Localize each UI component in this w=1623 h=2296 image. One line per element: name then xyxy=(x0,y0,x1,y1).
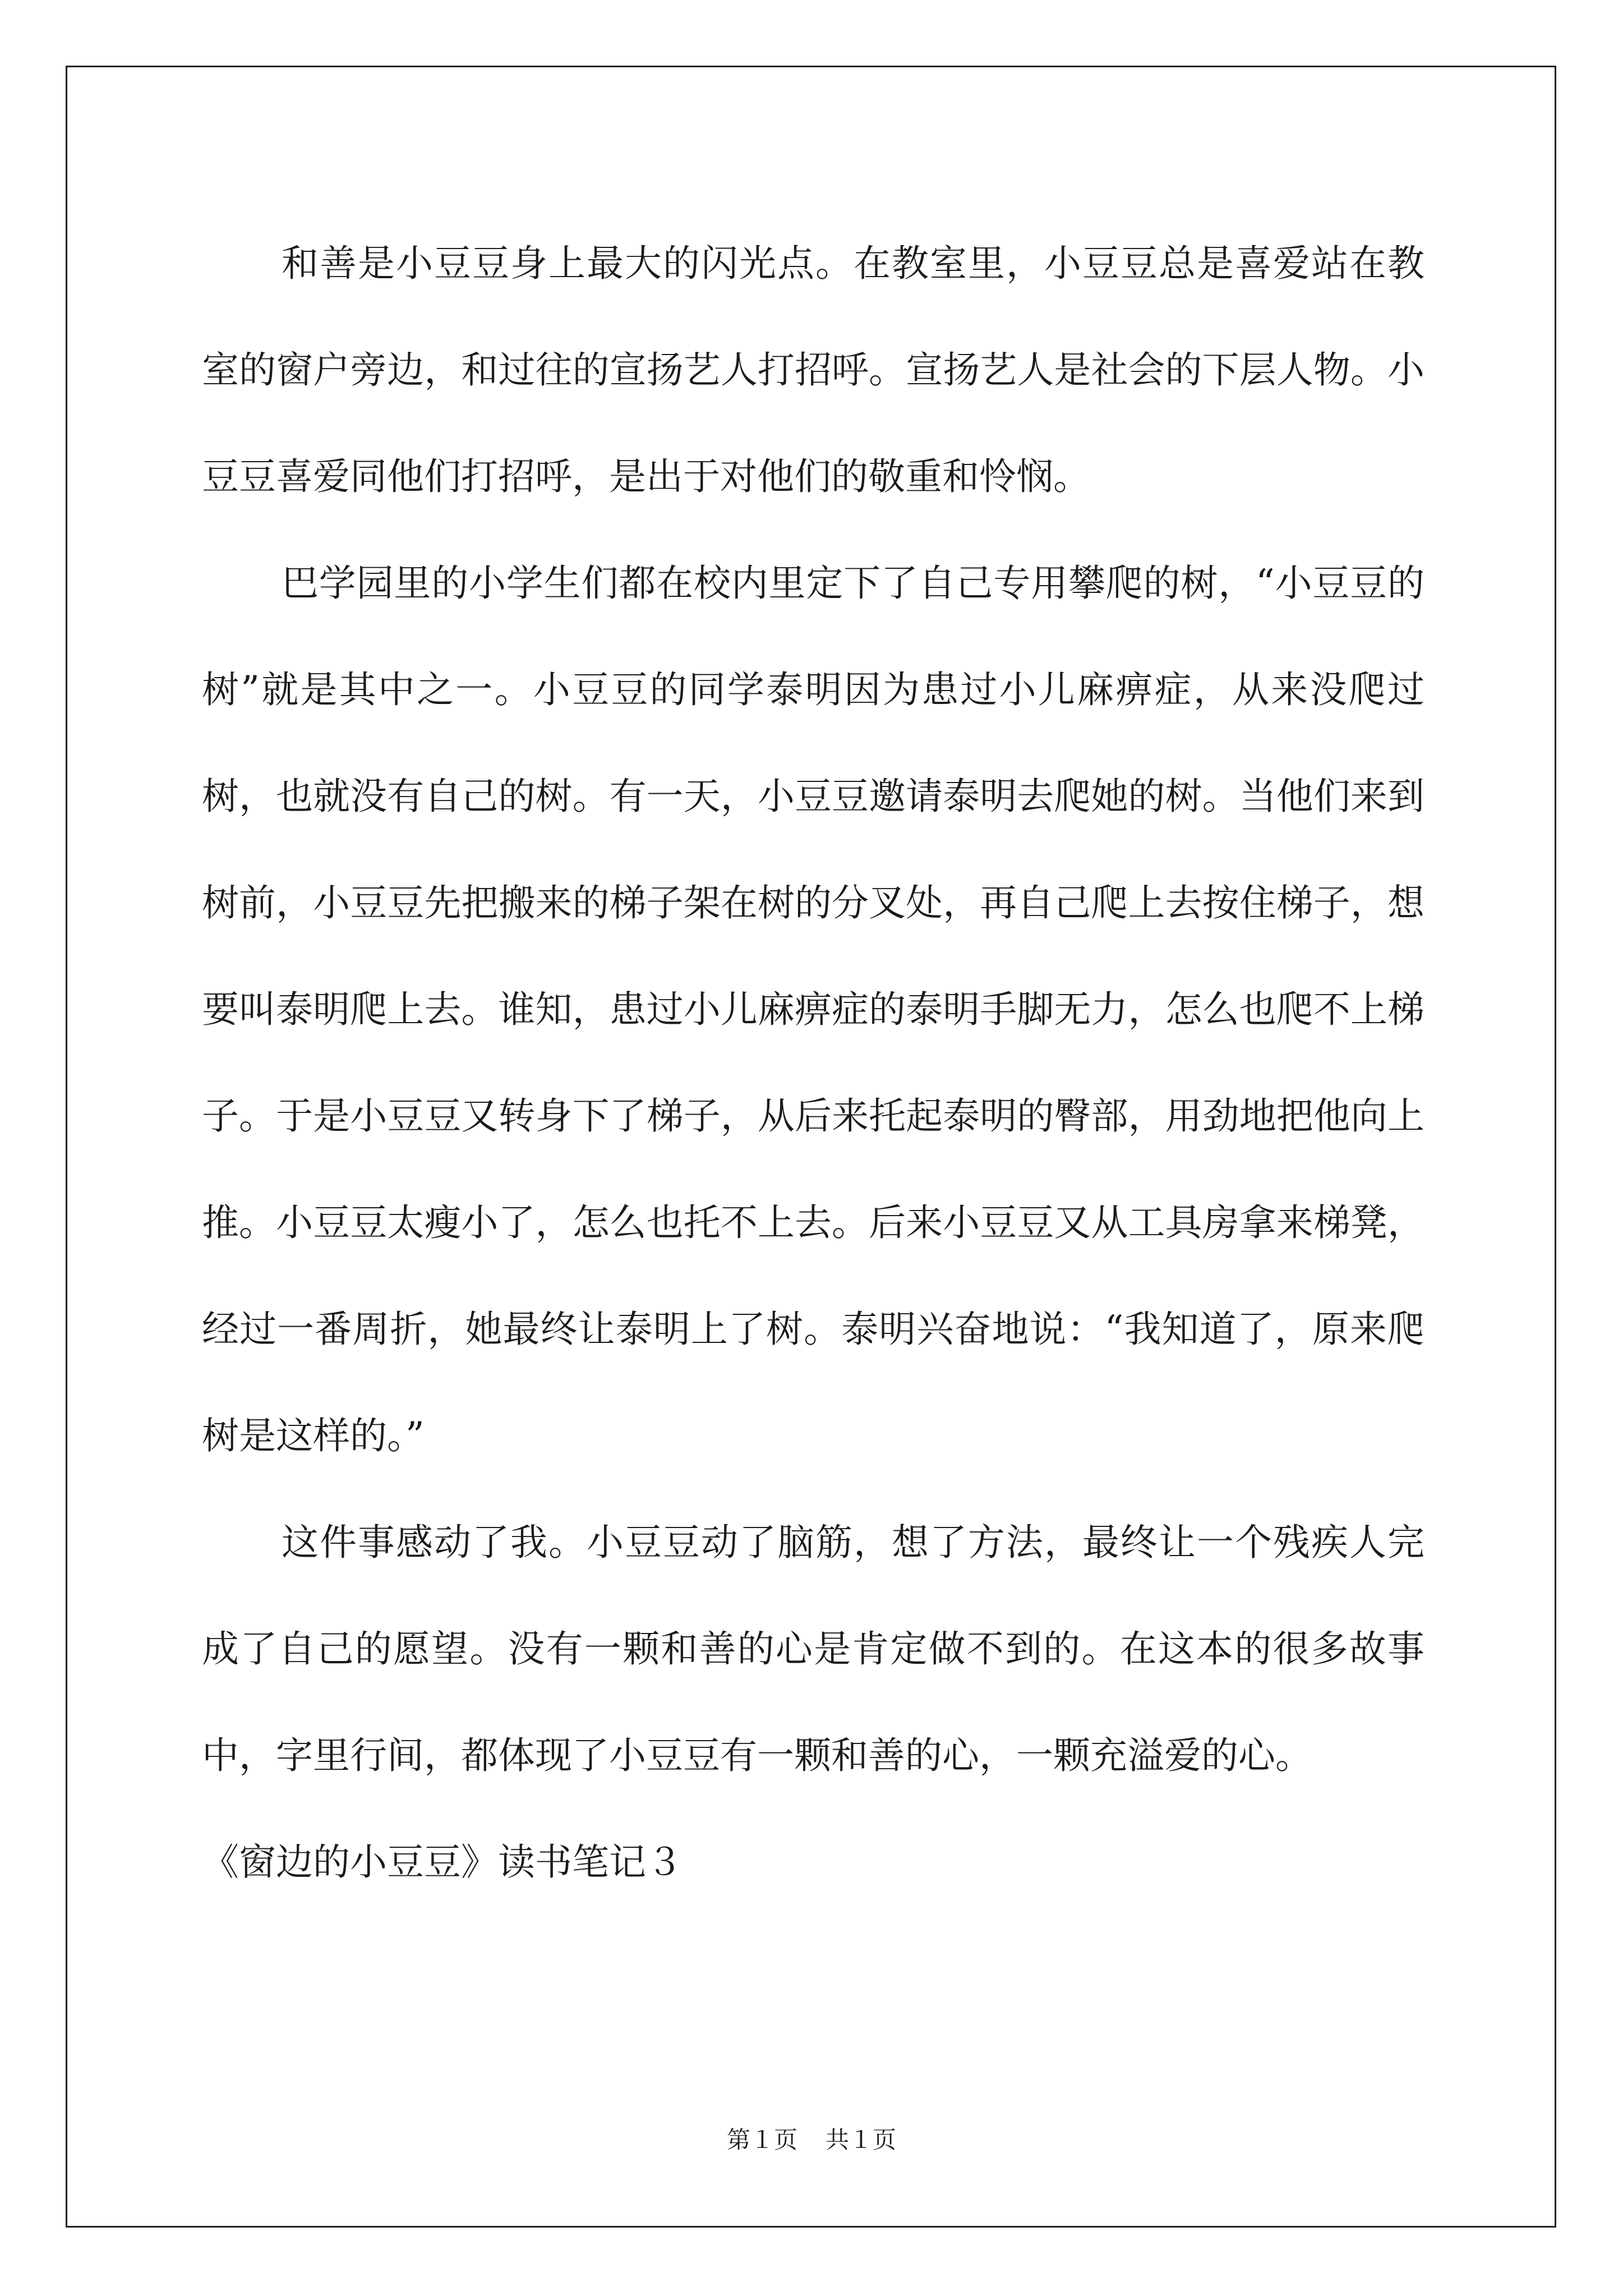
paragraph: 和善是小豆豆身上最大的闪光点。在教室里，小豆豆总是喜爱站在教室的窗户旁边，和过往的宣扬艺人打招呼。宣扬艺人是社会的下层人物。小豆豆喜爱同他们打招呼，是出于对他们的敬重和怜悯。 xyxy=(202,242,1424,498)
page-footer xyxy=(0,2123,1623,2157)
section-heading: 《窗边的小豆豆》读书笔记３ xyxy=(202,1841,683,1884)
paragraph: 这件事感动了我。小豆豆动了脑筋，想了方法，最终让一个残疾人完成了自己的愿望。没有一颗和善的心是肯定做不到的。在这本的很多故事中，字里行间，都体现了小豆豆有一颗和善的心，一颗充溢爱的心。 xyxy=(202,1521,1424,1777)
paragraph: 巴学园里的小学生们都在校内里定下了自己专用攀爬的树，“小豆豆的树”就是其中之一。小豆豆的同学泰明因为患过小儿麻痹症，从来没爬过树，也就没有自己的树。有一天，小豆豆邀请泰明去爬她的树。当他们来到树前，小豆豆先把搬来的梯子架在树的分叉处，再自己爬上去按住梯子，想要叫泰明爬上去。谁知，患过小儿麻痹症的泰明手脚无力，怎么也爬不上梯子。于是小豆豆又转身下了梯子，从后来托起泰明的臀部，用劲地把他向上推。小豆豆太瘦小了，怎么也托不上去。后来小豆豆又从工具房拿来梯凳，经过一番周折，她最终让泰明上了树。泰明兴奋地说：“我知道了，原来爬树是这样的。” xyxy=(202,562,1424,1457)
page-total: 共１页 xyxy=(826,2126,897,2154)
document-body xyxy=(202,210,1424,1916)
page-number: 第１页 xyxy=(726,2126,797,2154)
